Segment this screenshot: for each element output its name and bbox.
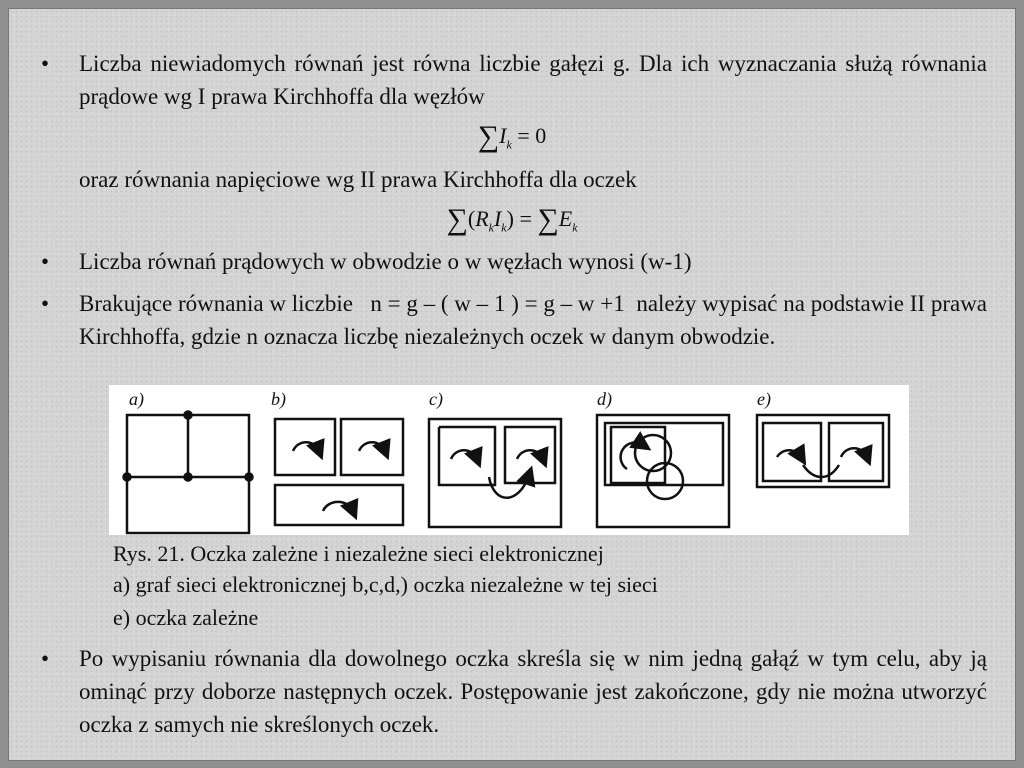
- label-d: d): [597, 389, 612, 409]
- mesh-diagram-svg: [109, 385, 909, 535]
- diagram-b-loops: [275, 419, 403, 525]
- label-b: b): [271, 389, 286, 409]
- diagram-d-loops: [597, 415, 729, 527]
- diagram-c-loops: [429, 419, 561, 527]
- label-c: c): [429, 389, 443, 409]
- bullet: •: [41, 51, 50, 76]
- paragraph-voltage-law: oraz równania napięciowe wg II prawa Kirchhoffa dla oczek: [79, 167, 637, 192]
- figure-mesh-diagrams: [109, 385, 909, 535]
- bullet: •: [41, 646, 50, 671]
- formula-n: n = g – ( w – 1 ) = g – w +1: [370, 291, 625, 316]
- bullet: •: [41, 291, 50, 316]
- label-a: a): [129, 389, 144, 409]
- paragraph-current-equations: Liczba równań prądowych w obwodzie o w węzłach wynosi (w-1): [79, 249, 692, 274]
- sigma-symbol: ∑: [477, 120, 500, 153]
- formula-current-law: $\sum I_k = 0$: [477, 120, 547, 153]
- sigma-symbol: ∑: [446, 203, 468, 236]
- paragraph-missing-equations: Brakujące równania w liczbie n = g – ( w – 1 ) = g – w +1 należy wypisać na podstawie II prawa Kirchhoffa, gdzie n oznacza liczbę niezależnych oczek w danym obwodzie.: [79, 291, 988, 349]
- diagram-e-dependent: [757, 415, 889, 487]
- figure-caption-title: Rys. 21. Oczka zależne i niezależne sieci elektronicznej: [113, 541, 604, 566]
- formula-voltage-law: $\sum(R_kI_k) = \sum E_k$: [446, 203, 578, 236]
- paragraph-kirchhoff-intro: Liczba niewiadomych równań jest równa liczbie gałęzi g. Dla ich wyznaczania służą równania prądowe wg I prawa Kirchhoffa dla węzłów: [79, 51, 987, 109]
- diagram-a-graph: [124, 412, 253, 534]
- figure-caption-line3: e) oczka zależne: [113, 605, 259, 630]
- bullet: •: [41, 249, 50, 274]
- sigma-symbol: ∑: [537, 203, 559, 236]
- paragraph-procedure: Po wypisaniu równania dla dowolnego oczka skreśla się w nim jedną gałąź w tym celu, aby ją ominąć przy doborze następnych oczek. Postępowanie jest zakończone, gdy nie można utworzyć oczka z samych nie skreślonych oczek.: [79, 646, 987, 737]
- figure-caption-line2: a) graf sieci elektronicznej b,c,d,) oczka niezależne w tej sieci: [113, 572, 658, 597]
- slide: [8, 8, 1016, 761]
- label-e: e): [757, 389, 771, 409]
